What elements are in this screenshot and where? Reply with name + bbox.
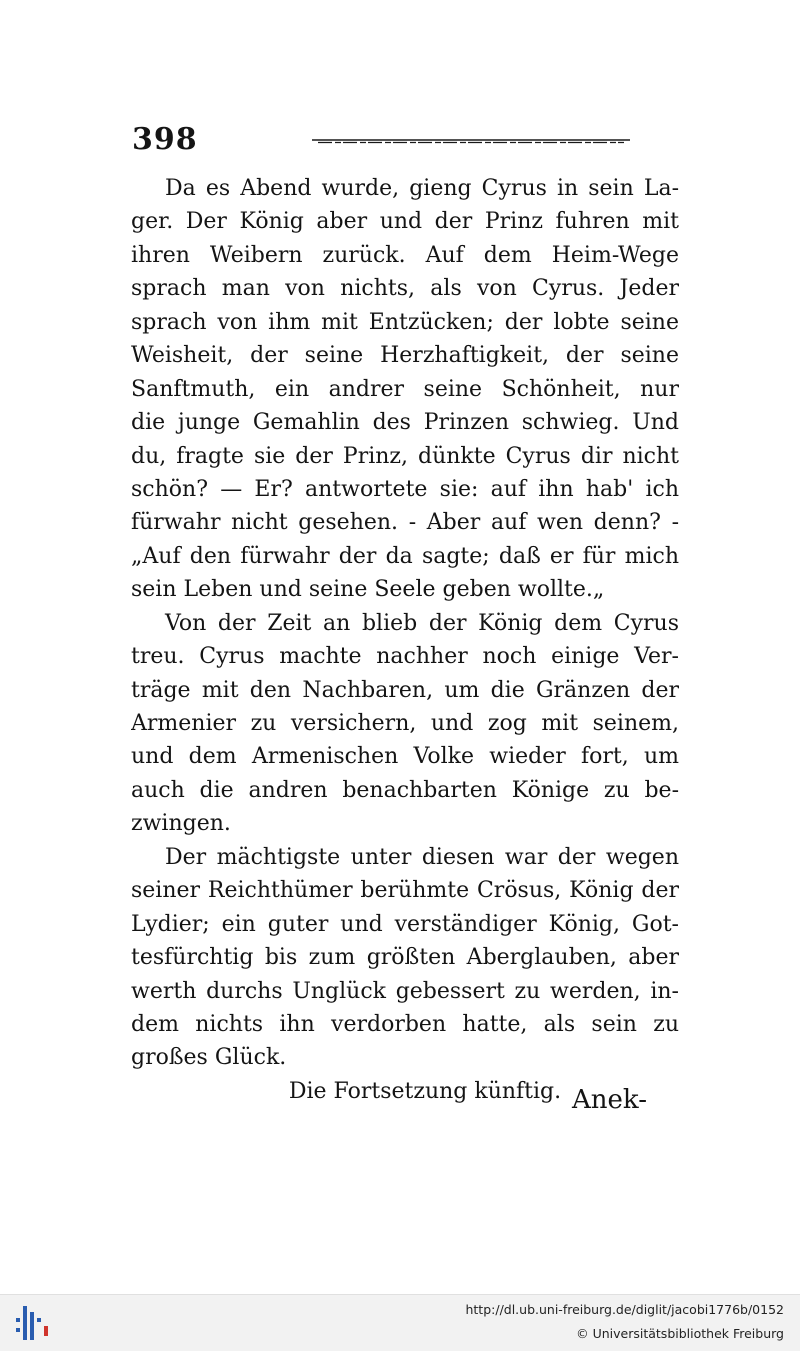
- text-line: Armenier zu versichern, und zog mit seinem,: [131, 711, 679, 736]
- text-line: träge mit den Nachbaren, um die Gränzen der: [131, 677, 679, 703]
- text-line: Der mächtigste unter diesen war der wegen: [165, 844, 679, 870]
- text-line: auch die andren benachbarten Könige zu be-: [131, 777, 679, 803]
- text-line: ger. Der König aber und der Prinz fuhren mit: [131, 209, 679, 235]
- continuation-note: Die Fortsetzung künftig.: [288, 1078, 562, 1104]
- text-line: dem nichts ihn verdorben hatte, als sein zu: [131, 1011, 679, 1037]
- text-line: Sanftmuth, ein andrer seine Schönheit, nur: [131, 376, 679, 402]
- page-header: [132, 122, 692, 162]
- text-line: treu. Cyrus machte nachher noch einige Ver-: [131, 644, 679, 670]
- text-line: werth durchs Unglück gebessert zu werden, in-: [131, 978, 679, 1004]
- text-line: Weisheit, der seine Herzhaftigkeit, der seine: [131, 343, 679, 369]
- footer-bar: [0, 1294, 800, 1351]
- page-number: 398: [132, 122, 198, 157]
- text-line: Von der Zeit an blieb der König dem Cyrus: [165, 610, 679, 636]
- text-line: zwingen.: [131, 811, 231, 837]
- text-line: sein Leben und seine Seele geben wollte.„: [131, 577, 605, 603]
- text-line: schön? — Er? antwortete sie: auf ihn hab' ich: [131, 476, 679, 502]
- text-line: Da es Abend wurde, gieng Cyrus in sein La-: [165, 176, 679, 201]
- text-line: sprach man von nichts, als von Cyrus. Jeder: [131, 276, 679, 302]
- text-line: Lydier; ein guter und verständiger König, Got-: [131, 911, 679, 937]
- catchword: Anek-: [572, 1085, 647, 1115]
- text-line: tesfürchtig bis zum größten Aberglauben, aber: [131, 945, 679, 971]
- body-text: [131, 172, 679, 1108]
- library-logo-icon: [12, 1302, 52, 1344]
- text-line: sprach von ihm mit Entzücken; der lobte seine: [131, 309, 679, 335]
- source-url-link[interactable]: http://dl.ub.uni-freiburg.de/diglit/jacobi1776b/0152: [465, 1302, 784, 1317]
- copyright-text: © Universitätsbibliothek Freiburg: [576, 1326, 784, 1341]
- text-line: die junge Gemahlin des Prinzen schwieg. Und: [131, 410, 679, 436]
- text-line: großes Glück.: [131, 1045, 287, 1071]
- text-line: du, fragte sie der Prinz, dünkte Cyrus dir nicht: [131, 443, 679, 469]
- text-line: „Auf den fürwahr der da sagte; daß er für mich: [131, 543, 679, 569]
- text-line: ihren Weibern zurück. Auf dem Heim-Wege: [131, 242, 679, 268]
- text-line: seiner Reichthümer berühmte Crösus, König der: [131, 878, 679, 904]
- text-line: fürwahr nicht gesehen. - Aber auf wen denn? -: [131, 510, 679, 536]
- text-line: und dem Armenischen Volke wieder fort, um: [131, 744, 679, 770]
- header-ornament-rule: [312, 138, 630, 144]
